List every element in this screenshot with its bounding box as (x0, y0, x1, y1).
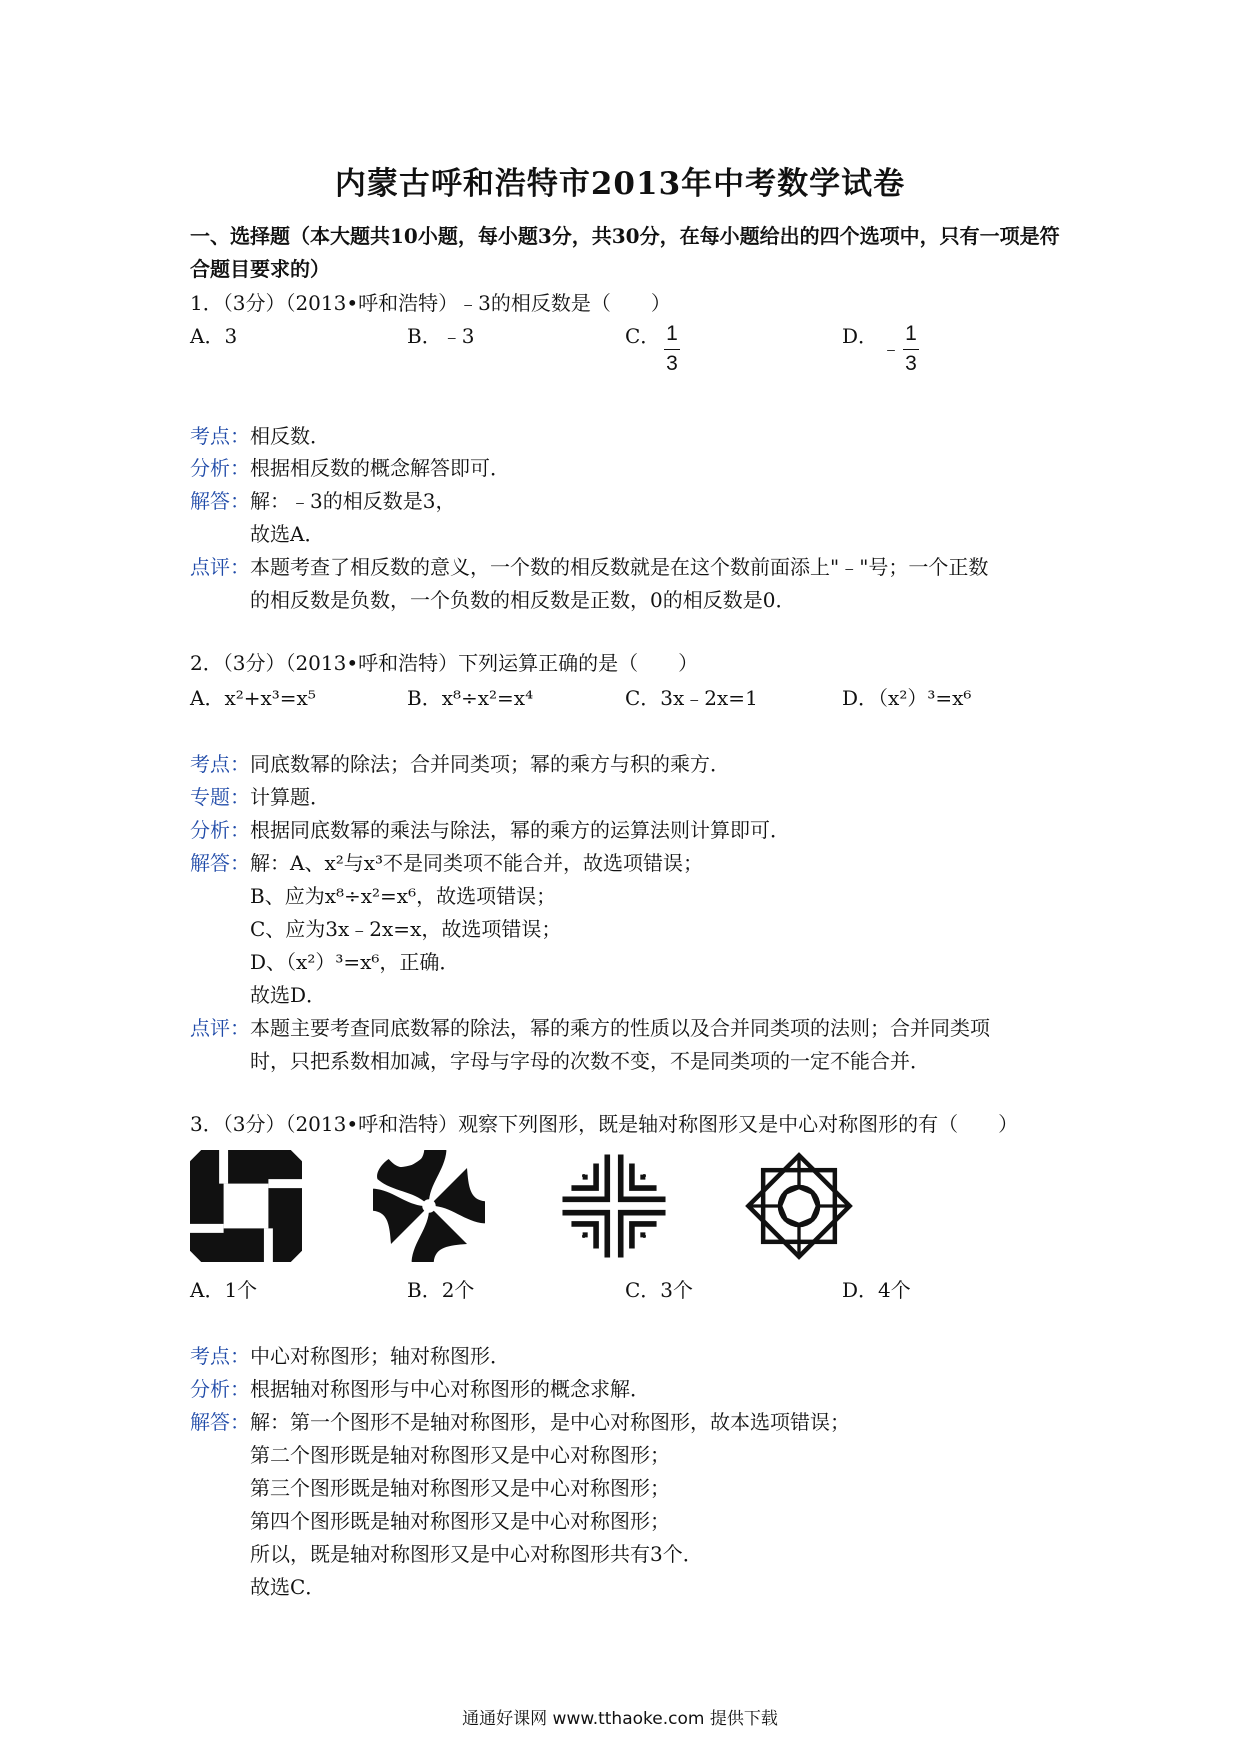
kaodian-text: 同底数幂的除法；合并同类项；幂的乘方与积的乘方． (250, 752, 730, 776)
dianping-label: 点评： (190, 555, 250, 579)
q1-jieda-line-2: 故选A． (250, 522, 325, 546)
page-footer: 通通好课网 www.tthaoke.com 提供下载 (462, 1709, 778, 1729)
q3-fenxi (190, 1373, 650, 1402)
q2-dianping (190, 1012, 990, 1041)
q2-stem: 2．（3分）（2013•呼和浩特）下列运算正确的是（ ） (190, 651, 699, 675)
kaodian-label: 考点： (190, 1344, 250, 1368)
q1-stem: 1．（3分）（2013•呼和浩特）﹣3的相反数是（ ） (190, 291, 671, 315)
fenxi-text: 根据轴对称图形与中心对称图形的概念求解． (250, 1377, 650, 1401)
q3-figure-1-square-pinwheel (190, 1150, 302, 1262)
q3-option-c: C．3个 (625, 1278, 694, 1302)
q2-dianping-line-2: 时，只把系数相加减，字母与字母的次数不变，不是同类项的一定不能合并． (250, 1049, 930, 1073)
q1-option-c: C． (625, 324, 661, 348)
jieda-label: 解答： (190, 489, 250, 513)
q2-fenxi (190, 814, 790, 843)
q1-dianping-line-2: 的相反数是负数，一个负数的相反数是正数，0的相反数是0． (250, 588, 796, 612)
fenxi-text: 根据相反数的概念解答即可． (250, 456, 510, 480)
fenxi-label: 分析： (190, 818, 250, 842)
jieda-text: 解：第一个图形不是轴对称图形，是中心对称图形，故本选项错误； (250, 1410, 850, 1434)
zhuanti-text: 计算题． (250, 785, 330, 809)
dianping-text: 本题主要考查同底数幂的除法，幂的乘方的性质以及合并同类项的法则；合并同类项 (250, 1016, 990, 1040)
fenxi-label: 分析： (190, 1377, 250, 1401)
section-heading: 一、选择题（本大题共10小题，每小题3分，共30分，在每小题给出的四个选项中，只有一项是符合题目要求的） (190, 224, 1060, 281)
zhuanti-label: 专题： (190, 785, 250, 809)
q3-option-a: A．1个 (190, 1278, 258, 1302)
q3-jieda-line-2: 第二个图形既是轴对称图形又是中心对称图形； (250, 1443, 670, 1467)
q2-option-b: B．x⁸÷x²=x⁴ (407, 686, 534, 710)
q2-kaodian (190, 748, 730, 777)
dianping-label: 点评： (190, 1016, 250, 1040)
q3-jieda-line-4: 第四个图形既是轴对称图形又是中心对称图形； (250, 1509, 670, 1533)
q1-jieda (190, 485, 455, 514)
q3-kaodian (190, 1340, 510, 1369)
q3-stem: 3．（3分）（2013•呼和浩特）观察下列图形，既是轴对称图形又是中心对称图形的有（ ） (190, 1112, 1019, 1136)
jieda-text: 解：﹣3的相反数是3， (250, 489, 456, 513)
q3-figure-2-butterfly (373, 1150, 485, 1262)
q1-fenxi (190, 452, 510, 481)
q2-jieda-line-2: B、应为x⁸÷x²=x⁶，故选项错误； (250, 884, 557, 908)
q2-jieda-line-3: C、应为3x﹣2x=x，故选项错误； (250, 917, 562, 941)
q2-option-c: C．3x﹣2x=1 (625, 686, 758, 710)
kaodian-label: 考点： (190, 752, 250, 776)
q1-option-a: A．3 (190, 324, 238, 348)
q3-jieda-line-6: 故选C． (250, 1575, 326, 1599)
fenxi-text: 根据同底数幂的乘法与除法，幂的乘方的运算法则计算即可． (250, 818, 790, 842)
jieda-label: 解答： (190, 1410, 250, 1434)
q2-jieda (190, 847, 703, 876)
q3-jieda-line-5: 所以，既是轴对称图形又是中心对称图形共有3个． (250, 1542, 703, 1566)
q1-option-d: D． (842, 324, 879, 348)
q3-figure-3-nested-cross (558, 1150, 670, 1262)
q3-jieda (190, 1406, 850, 1435)
jieda-label: 解答： (190, 851, 250, 875)
fraction-denominator: 3 (905, 352, 917, 375)
q2-jieda-line-4: D、（x²）³=x⁶，正确． (250, 950, 460, 974)
fraction-bar (903, 349, 919, 350)
q3-figure-4-eight-point-star (743, 1150, 855, 1262)
q2-option-a: A．x²+x³=x⁵ (190, 686, 316, 710)
dianping-text: 本题考查了相反数的意义，一个数的相反数就是在这个数前面添上"﹣"号；一个正数 (250, 555, 989, 579)
fraction-bar (664, 349, 680, 350)
q3-option-b: B．2个 (407, 1278, 475, 1302)
q2-jieda-line-5: 故选D． (250, 983, 327, 1007)
q1-option-c-fraction (664, 322, 680, 376)
q2-option-d: D．（x²）³=x⁶ (842, 686, 972, 710)
q1-kaodian (190, 420, 330, 449)
q3-jieda-line-3: 第三个图形既是轴对称图形又是中心对称图形； (250, 1476, 670, 1500)
fraction-numerator: 1 (905, 322, 917, 345)
jieda-text: 解：A、x²与x³不是同类项不能合并，故选项错误； (250, 851, 704, 875)
q1-option-d-sign: ﹣ (881, 336, 901, 360)
kaodian-label: 考点： (190, 424, 250, 448)
fraction-denominator: 3 (666, 352, 678, 375)
kaodian-text: 相反数． (250, 424, 330, 448)
page-title: 内蒙古呼和浩特市2013年中考数学试卷 (334, 166, 906, 202)
fraction-numerator: 1 (666, 322, 678, 345)
q3-option-d: D．4个 (842, 1278, 911, 1302)
kaodian-text: 中心对称图形；轴对称图形． (250, 1344, 510, 1368)
q1-option-b: B．﹣3 (407, 324, 475, 348)
q1-option-d-fraction (903, 322, 919, 376)
q1-dianping (190, 551, 988, 580)
q2-zhuanti (190, 781, 330, 810)
fenxi-label: 分析： (190, 456, 250, 480)
